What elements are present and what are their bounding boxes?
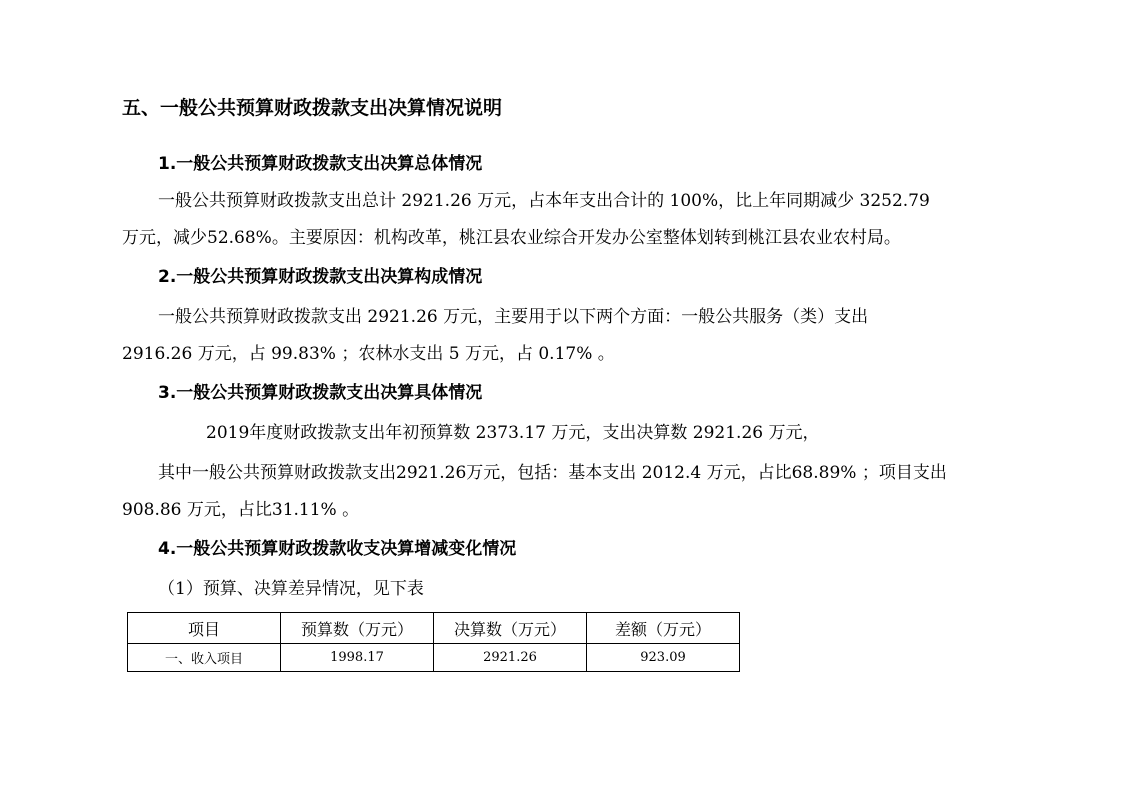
cell-final-accounts: 2921.26 <box>434 644 587 672</box>
header-item: 项目 <box>128 613 281 644</box>
cell-budget: 1998.17 <box>281 644 434 672</box>
table-header-row <box>128 613 740 644</box>
header-budget: 预算数（万元） <box>281 613 434 644</box>
subsection-3-line-2: 其中一般公共预算财政拨款支出2921.26万元，包括：基本支出 2012.4 万元，占比68.89% ；项目支出 <box>158 463 947 483</box>
subsection-3-line-3: 908.86 万元，占比31.11% 。 <box>122 500 360 520</box>
subsection-4-line-1: （1）预算、决算差异情况，见下表 <box>158 579 424 599</box>
subsection-1-line-1: 一般公共预算财政拨款支出总计 2921.26 万元，占本年支出合计的 100%，比上年同期减少 3252.79 <box>158 191 930 211</box>
cell-item: 一、收入项目 <box>128 644 281 672</box>
subsection-2-line-1: 一般公共预算财政拨款支出 2921.26 万元，主要用于以下两个方面：一般公共服务（类）支出 <box>158 307 869 327</box>
subsection-2-line-2: 2916.26 万元，占 99.83% ；农林水支出 5 万元，占 0.17% 。 <box>122 344 615 364</box>
subsection-2-heading: 2.一般公共预算财政拨款支出决算构成情况 <box>158 267 483 287</box>
subsection-4-heading: 4.一般公共预算财政拨款收支决算增减变化情况 <box>158 539 517 559</box>
section-title: 五、一般公共预算财政拨款支出决算情况说明 <box>122 97 503 119</box>
subsection-3-line-1: 2019年度财政拨款支出年初预算数 2373.17 万元，支出决算数 2921.26 万元， <box>206 423 820 443</box>
subsection-3-heading: 3.一般公共预算财政拨款支出决算具体情况 <box>158 383 483 403</box>
table-row <box>128 644 740 672</box>
header-difference: 差额（万元） <box>587 613 740 644</box>
subsection-1-line-2: 万元，减少52.68%。主要原因：机构改革，桃江县农业综合开发办公室整体划转到桃江县农业农村局。 <box>122 228 901 248</box>
cell-difference: 923.09 <box>587 644 740 672</box>
header-final-accounts: 决算数（万元） <box>434 613 587 644</box>
subsection-1-heading: 1.一般公共预算财政拨款支出决算总体情况 <box>158 154 483 174</box>
budget-variance-table <box>127 612 740 672</box>
